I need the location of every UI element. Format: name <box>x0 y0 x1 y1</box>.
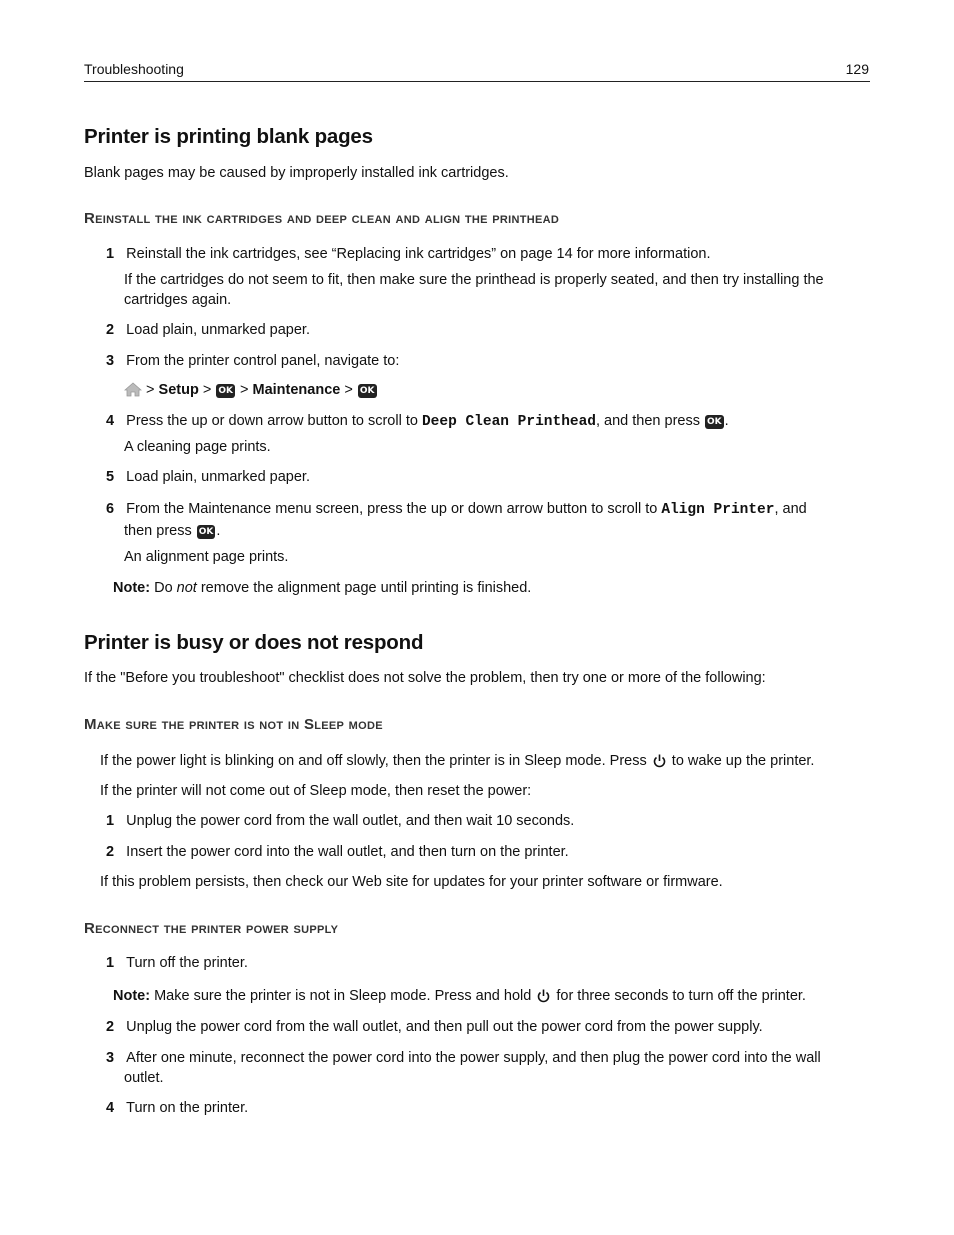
step-1-continuation: If the cartridges do not seem to fit, then make sure the printhead is properly seated, and then try installing the <box>124 272 824 288</box>
subsection-title-reinstall: Reinstall the ink cartridges and deep clean and align the printhead <box>84 210 560 227</box>
navigation-path: > Setup > OK > Maintenance > OK <box>124 380 378 400</box>
power-icon <box>653 753 666 768</box>
running-header: Troubleshooting <box>84 61 184 77</box>
ok-button-icon: OK <box>707 417 722 427</box>
ok-button-icon: OK <box>198 527 214 537</box>
subsection-title-sleep-mode: Make sure the printer is not in Sleep mode <box>84 716 383 733</box>
setup-menu: Setup <box>158 382 199 398</box>
step-6-result: An alignment page prints. <box>124 549 289 565</box>
step-1: 1 Unplug the power cord from the wall outlet, and then wait 10 seconds. <box>106 813 575 829</box>
section-intro: If the "Before you troubleshoot" checklist does not solve the problem, then try one or more of the following: <box>84 670 766 686</box>
header-rule <box>84 81 870 82</box>
step-4: 4 Press the up or down arrow button to scroll to Deep Clean Printhead, and then press OK . <box>106 413 729 430</box>
step-5: 5 Load plain, unmarked paper. <box>106 469 310 485</box>
ok-button-icon: OK <box>218 386 233 396</box>
paragraph-persists: If this problem persists, then check our Web site for updates for your printer software or firmware. <box>100 874 723 890</box>
section-intro: Blank pages may be caused by improperly installed ink cartridges. <box>84 165 509 181</box>
home-icon <box>124 382 142 397</box>
step-4-result: A cleaning page prints. <box>124 439 271 455</box>
maintenance-menu: Maintenance <box>252 382 341 398</box>
step-2: 2 Load plain, unmarked paper. <box>106 322 310 338</box>
step-number: 1 <box>106 246 115 262</box>
section-title-busy: Printer is busy or does not respond <box>84 631 424 654</box>
paragraph-reset: If the printer will not come out of Sleep mode, then reset the power: <box>100 783 532 799</box>
subsection-title-power-supply: Reconnect the printer power supply <box>84 920 339 937</box>
step-3-continuation: outlet. <box>124 1070 164 1086</box>
step-6: 6 From the Maintenance menu screen, press the up or down arrow button to scroll to Align Printer, and <box>106 501 807 518</box>
ok-button-icon: OK <box>359 386 375 396</box>
step-2: 2 Insert the power cord into the wall outlet, and then turn on the printer. <box>106 844 569 860</box>
step-text: Reinstall the ink cartridges, see “Replacing ink cartridges” on page 14 for more information. <box>126 246 711 262</box>
step-1 <box>106 244 710 264</box>
paragraph-sleep: If the power light is blinking on and off slowly, then the printer is in Sleep mode. Press to wake up the printer. <box>100 753 815 769</box>
note: Note: Make sure the printer is not in Sleep mode. Press and hold for three seconds to turn off the printer. <box>113 988 806 1004</box>
step-3: 3 From the printer control panel, navigate to: <box>106 353 400 369</box>
step-3: 3 After one minute, reconnect the power cord into the power supply, and then plug the power cord into the wall <box>106 1050 821 1066</box>
step-4: 4 Turn on the printer. <box>106 1100 249 1116</box>
step-2: 2 Unplug the power cord from the wall outlet, and then pull out the power cord from the power supply. <box>106 1019 763 1035</box>
section-title-blank-pages: Printer is printing blank pages <box>84 125 373 148</box>
step-1: 1 Turn off the printer. <box>106 955 248 971</box>
step-1-continuation-2: cartridges again. <box>124 292 232 308</box>
note: Note: Do not remove the alignment page until printing is finished. <box>113 580 532 596</box>
menu-option-code: Deep Clean Printhead <box>421 414 596 430</box>
page-number: 129 <box>845 61 869 77</box>
power-icon <box>537 988 550 1003</box>
step-6-continuation: then press OK . <box>124 523 221 539</box>
menu-option-code: Align Printer <box>661 502 775 518</box>
